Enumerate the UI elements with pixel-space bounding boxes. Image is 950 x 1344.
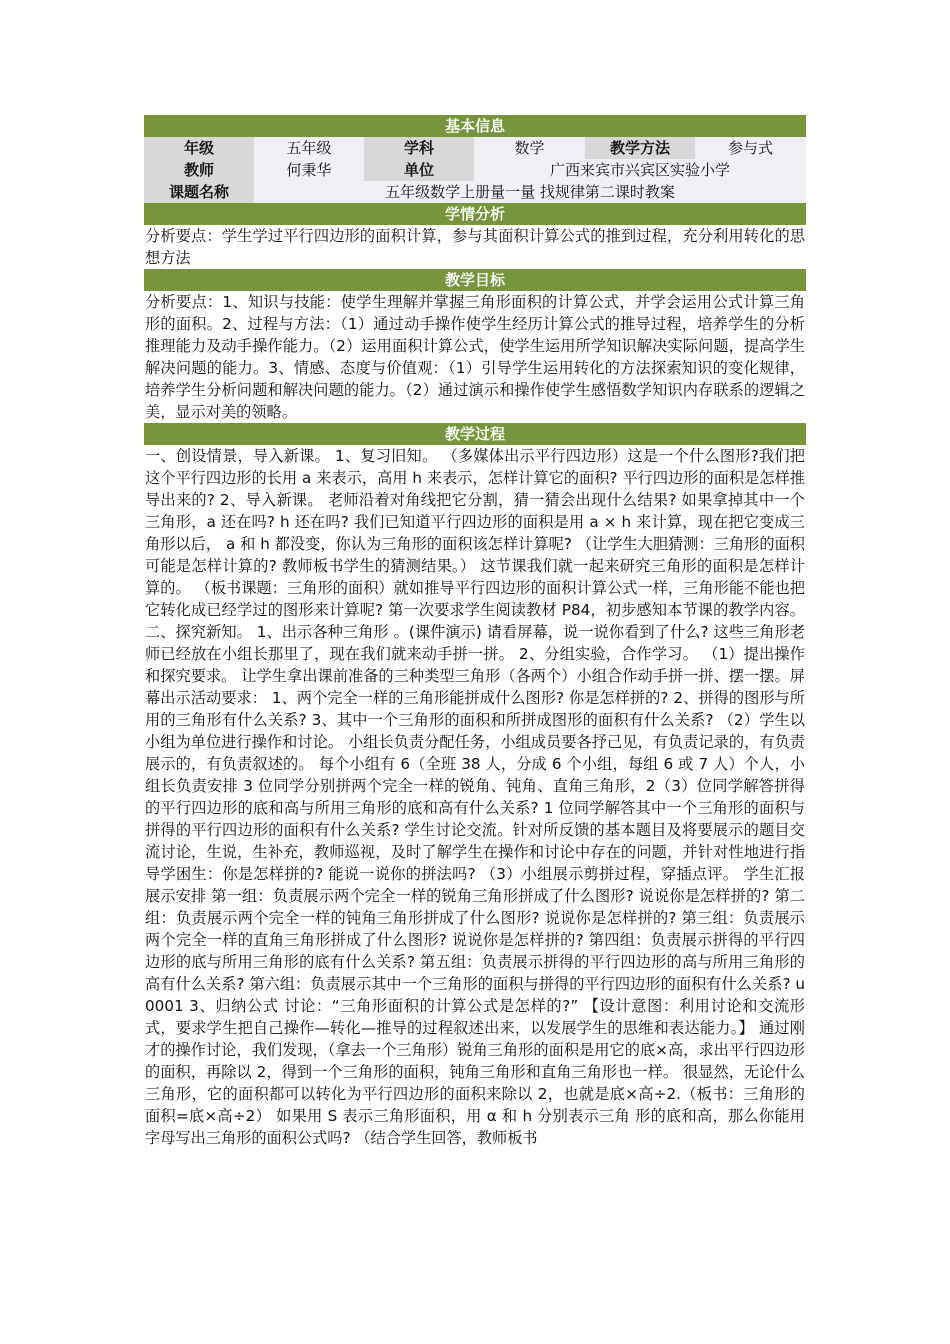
basic-info-row-2	[144, 159, 806, 181]
topic-label: 课题名称	[144, 181, 254, 203]
basic-info-row-1	[144, 137, 806, 159]
goals-header: 教学目标	[144, 269, 806, 291]
method-label: 教学方法	[585, 137, 695, 159]
subject-label: 学科	[364, 137, 474, 159]
basic-info-row-3	[144, 181, 806, 203]
analysis-text: 分析要点：学生学过平行四边形的面积计算，参与其面积计算公式的推到过程，充分利用转化的思想方法	[145, 227, 805, 267]
process-text: 一、创设情景，导入新课。 1、复习旧知。 （多媒体出示平行四边形）这是一个什么图形?我们把这个平行四边形的长用 a 来表示，高用 h 来表示，怎样计算它的面积? 平行四边形的面积是怎样推导出来的? 2、导入新课。 老师沿着对角线把它分割，猜一猜会出现什么结果? 如果拿掉其中一个三角形，a 还在吗? h 还在吗? 我们已知道平行四边形的面积是用 a × h 来计算，现在把它变成三角形以后， a 和 h 都没变，你认为三角形的面积该怎样计算呢? （让学生大胆猜测：三角形的面积可能是怎样计算的? 教师板书学生的猜测结果。） 这节课我们就一起来研究三角形的面积是怎样计算的。 （板书课题：三角形的面积）就如推导平行四边形的面积计算公式一样，三角形能不能也把它转化成已经学过的图形来计算呢? 第一次要求学生阅读教材 P84，初步感知本节课的教学内容。 二、探究新知。 1、出示各种三角形 。(课件演示) 请看屏幕，说一说你看到了什么? 这些三角形老师已经放在小组长那里了，现在我们就来动手拼一拼。 2、分组实验，合作学习。 （1）提出操作和探究要求。 让学生拿出课前准备的三种类型三角形（各两个）小组合作动手拼一拼、摆一摆。屏幕出示活动要求： 1、两个完全一样的三角形能拼成什么图形? 你是怎样拼的? 2、拼得的图形与所用的三角形有什么关系? 3、其中一个三角形的面积和所拼成图形的面积有什么关系? （2）学生以小组为单位进行操作和讨论。 小组长负责分配任务，小组成员要各抒己见，有负责记录的，有负责展示的，有负责叙述的。 每个小组有 6（全班 38 人，分成 6 个小组，每组 6 或 7 人）个人，小组长负责安排 3 位同学分别拼两个完全一样的锐角、钝角、直角三角形，2（3）位同学解答拼得的平行四边形的底和高与所用三角形的底和高有什么关系? 1 位同学解答其中一个三角形的面积与拼得的平行四边形的面积有什么关系? 学生讨论交流。针对所反馈的基本题目及将要展示的题目交流讨论，生说，生补充，教师巡视，及时了解学生在操作和讨论中存在的问题，并针对性地进行指导学困生：你是怎样拼的? 能说一说你的拼法吗? （3）小组展示剪拼过程，穿插点评。 学生汇报展示安排 第一组：负责展示两个完全一样的锐角三角形拼成了什么图形? 说说你是怎样拼的? 第二组：负责展示两个完全一样的钝角三角形拼成了什么图形? 说说你是怎样拼的? 第三组：负责展示两个完全一样的直角三角形拼成了什么图形? 说说你是怎样拼的? 第四组：负责展示拼得的平行四边形的底与所用三角形的底有什么关系? 第五组：负责展示拼得的平行四边形的高与所用三角形的高有什么关系? 第六组：负责展示其中一个三角形的面积与拼得的平行四边形的面积有什么关系? u0001 3、归纳公式 讨论：“三角形面积的计算公式是怎样的?” 【设计意图：利用讨论和交流形式，要求学生把自己操作—转化—推导的过程叙述出来，以发展学生的思维和表达能力。】 通过刚才的操作讨论，我们发现，（拿去一个三角形）锐角三角形的面积是用它的底×高，求出平行四边形的面积，再除以 2，得到一个三角形的面积，钝角三角形和直角三角形也一样。 很显然，无论什么三角形，它的面积都可以转化为平行四边形的面积来除以 2，也就是底×高÷2.（板书：三角形的面积=底×高÷2） 如果用 S 表示三角形面积，用 α 和 h 分别表示三角 形的底和高，那么你能用字母写出三角形的面积公式吗? （结合学生回答，教师板书	[145, 447, 805, 1147]
grade-value: 五年级	[254, 137, 364, 159]
grade-label: 年级	[144, 137, 254, 159]
teacher-value: 何秉华	[254, 159, 364, 181]
analysis-header: 学情分析	[144, 203, 806, 225]
method-value: 参与式	[695, 137, 806, 159]
lesson-plan-table	[144, 115, 806, 1303]
process-header: 教学过程	[144, 423, 806, 445]
unit-label: 单位	[364, 159, 474, 181]
unit-value: 广西来宾市兴宾区实验小学	[474, 159, 806, 181]
subject-value: 数学	[474, 137, 585, 159]
topic-value: 五年级数学上册量一量 找规律第二课时教案	[254, 181, 806, 203]
basic-info-header: 基本信息	[144, 115, 806, 137]
goals-text: 分析要点：1、知识与技能：使学生理解并掌握三角形面积的计算公式，并学会运用公式计算三角形的面积。2、过程与方法：（1）通过动手操作使学生经历计算公式的推导过程，培养学生的分析推理能力及动手操作能力。（2）运用面积计算公式，使学生运用所学知识解决实际问题，提高学生解决问题的能力。3、情感、态度与价值观：（1）引导学生运用转化的方法探索知识的变化规律，培养学生分析问题和解决问题的能力。（2）通过演示和操作使学生感悟数学知识内存联系的逻辑之美，显示对美的领略。	[145, 293, 805, 421]
teacher-label: 教师	[144, 159, 254, 181]
